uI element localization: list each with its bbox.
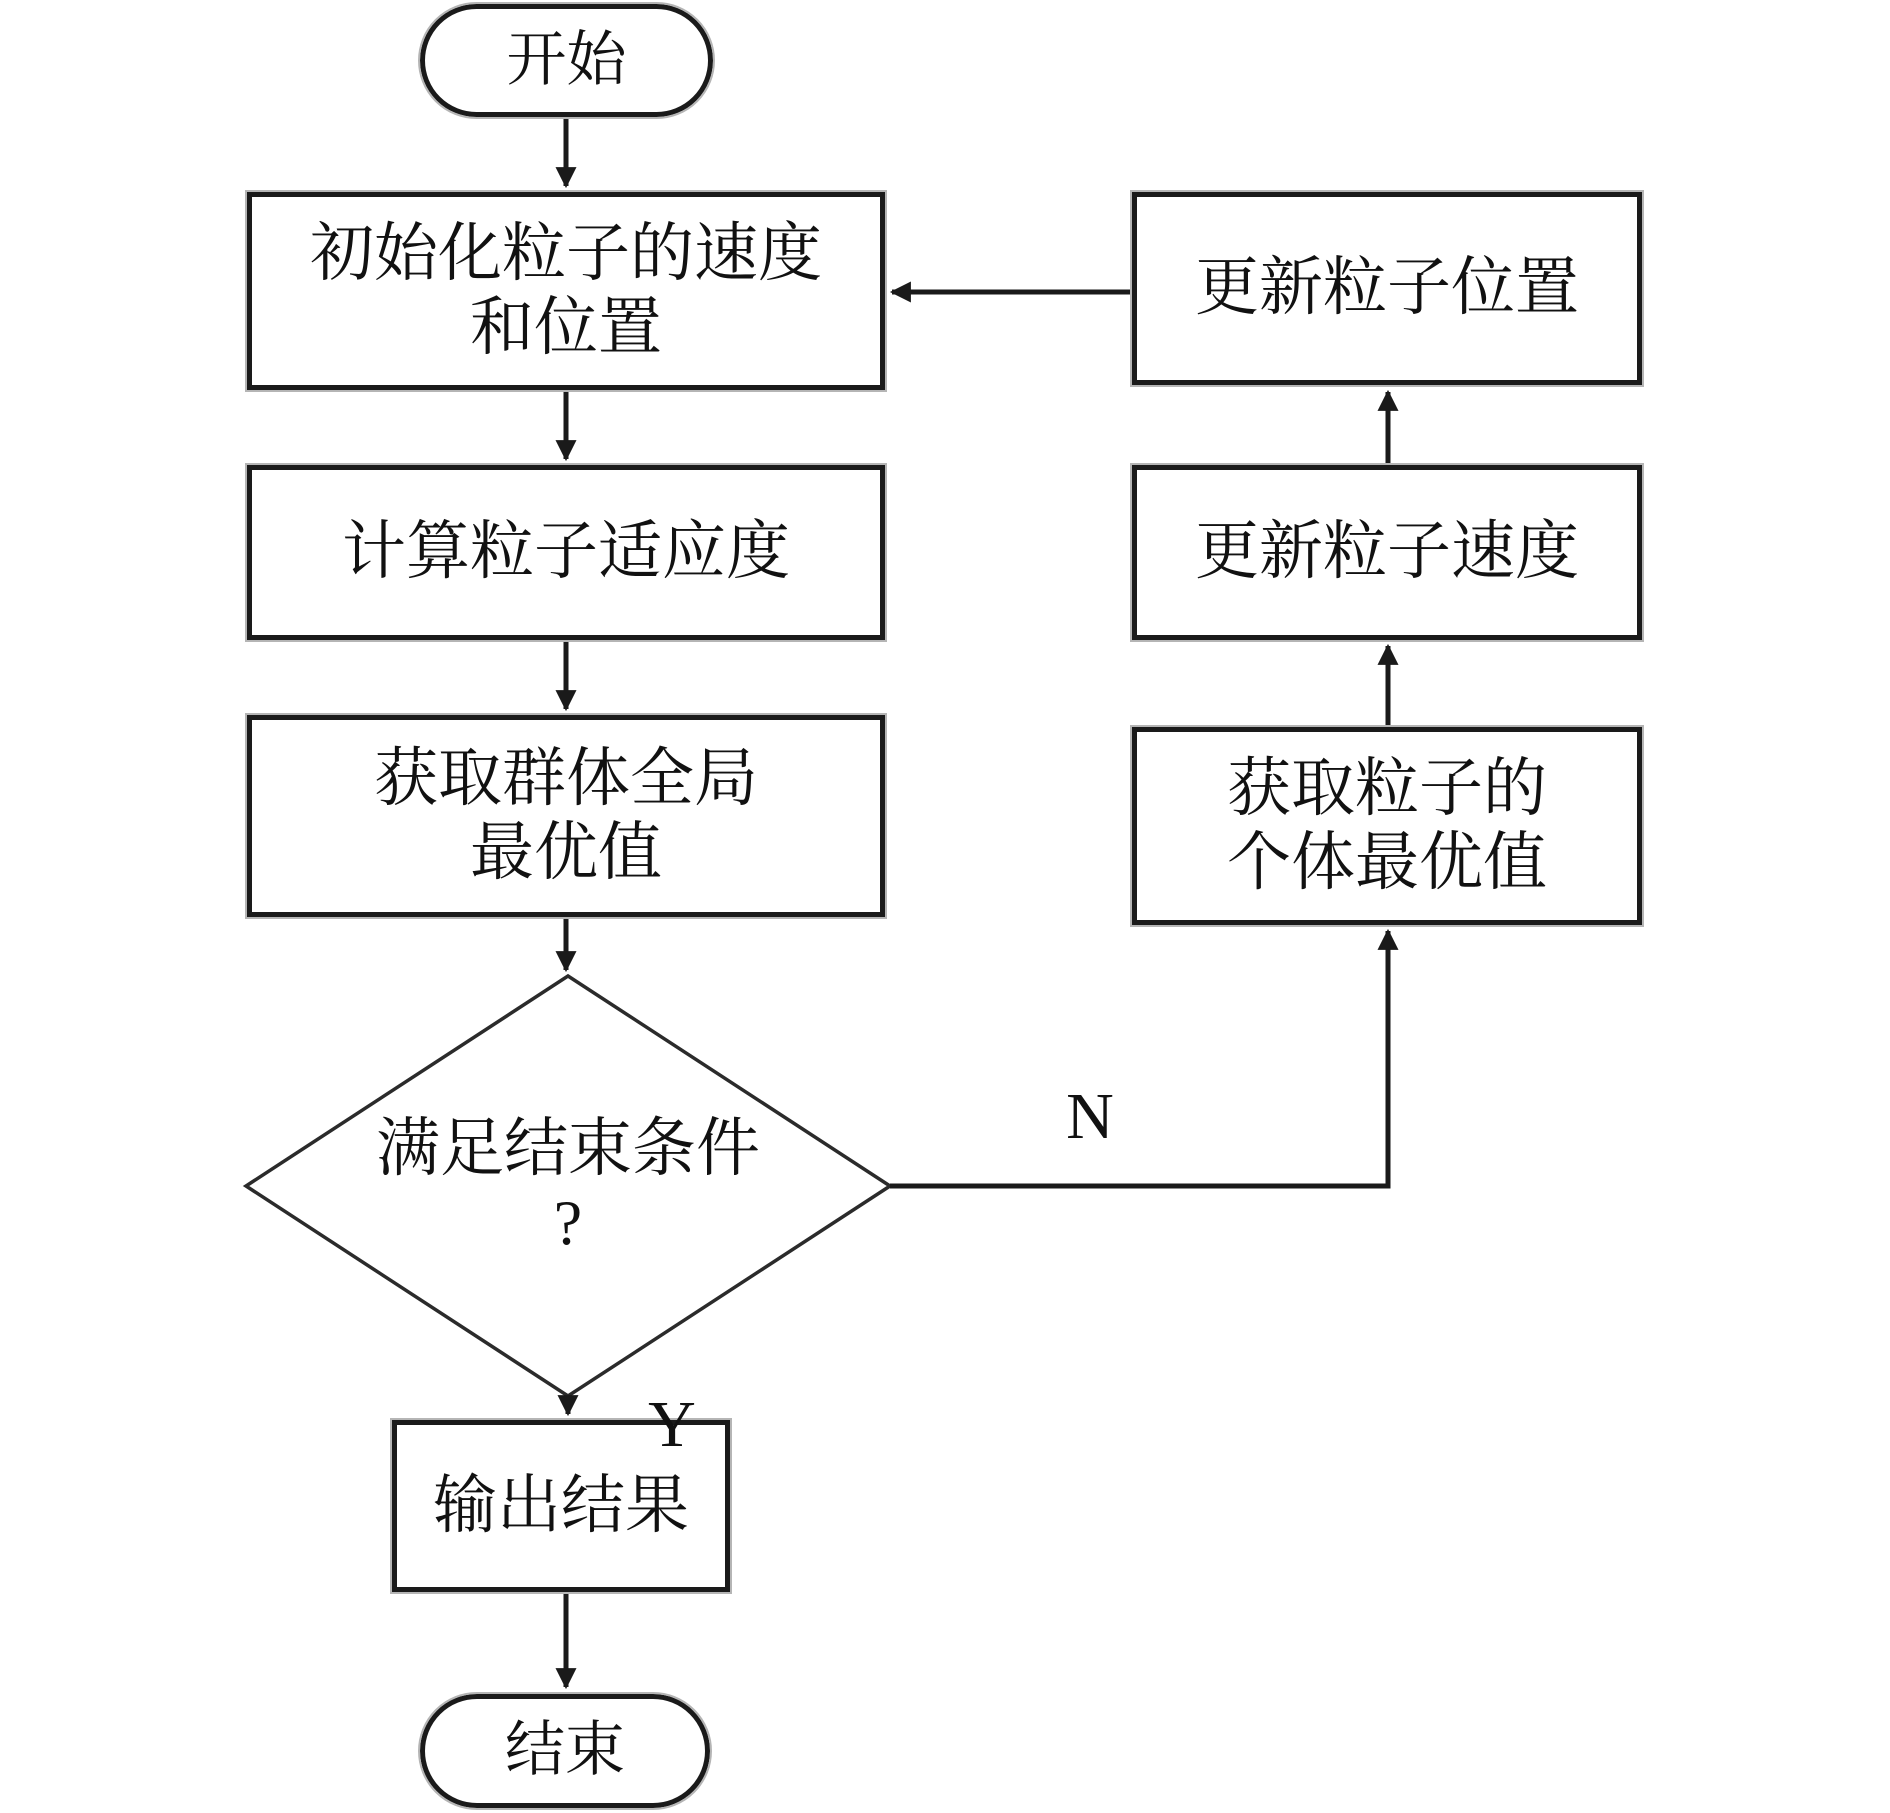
node-update-velocity bbox=[1132, 465, 1642, 640]
node-start bbox=[420, 4, 713, 117]
node-initialize-velocity-position bbox=[247, 192, 885, 390]
edge-label-yes: Y bbox=[648, 1388, 696, 1461]
node-initialize-line2: 和位置 bbox=[470, 292, 662, 363]
node-personal-best-line1: 获取粒子的 bbox=[1227, 752, 1547, 824]
node-calculate-fitness-label: 计算粒子适应度 bbox=[342, 516, 790, 588]
node-calculate-fitness bbox=[247, 465, 885, 640]
node-start-label: 开始 bbox=[506, 26, 627, 93]
node-output-result-label: 输出结果 bbox=[433, 1469, 689, 1541]
node-update-position-label: 更新粒子位置 bbox=[1195, 252, 1579, 324]
edge-label-no: N bbox=[1066, 1080, 1114, 1153]
node-initialize-line1: 初始化粒子的速度 bbox=[310, 217, 822, 289]
node-end bbox=[420, 1694, 710, 1808]
node-global-best-line1: 获取群体全局 bbox=[374, 742, 758, 814]
node-update-position bbox=[1132, 192, 1642, 385]
node-update-velocity-label: 更新粒子速度 bbox=[1195, 516, 1579, 588]
node-decision-line1: 满足结束条件 bbox=[376, 1113, 760, 1185]
node-global-best bbox=[247, 715, 885, 917]
node-personal-best-line2: 个体最优值 bbox=[1227, 827, 1547, 898]
node-global-best-line2: 最优值 bbox=[470, 817, 662, 888]
node-end-label: 结束 bbox=[505, 1717, 625, 1784]
node-decision bbox=[298, 1086, 838, 1286]
node-decision-line2: ? bbox=[553, 1187, 583, 1258]
node-personal-best bbox=[1132, 727, 1642, 925]
